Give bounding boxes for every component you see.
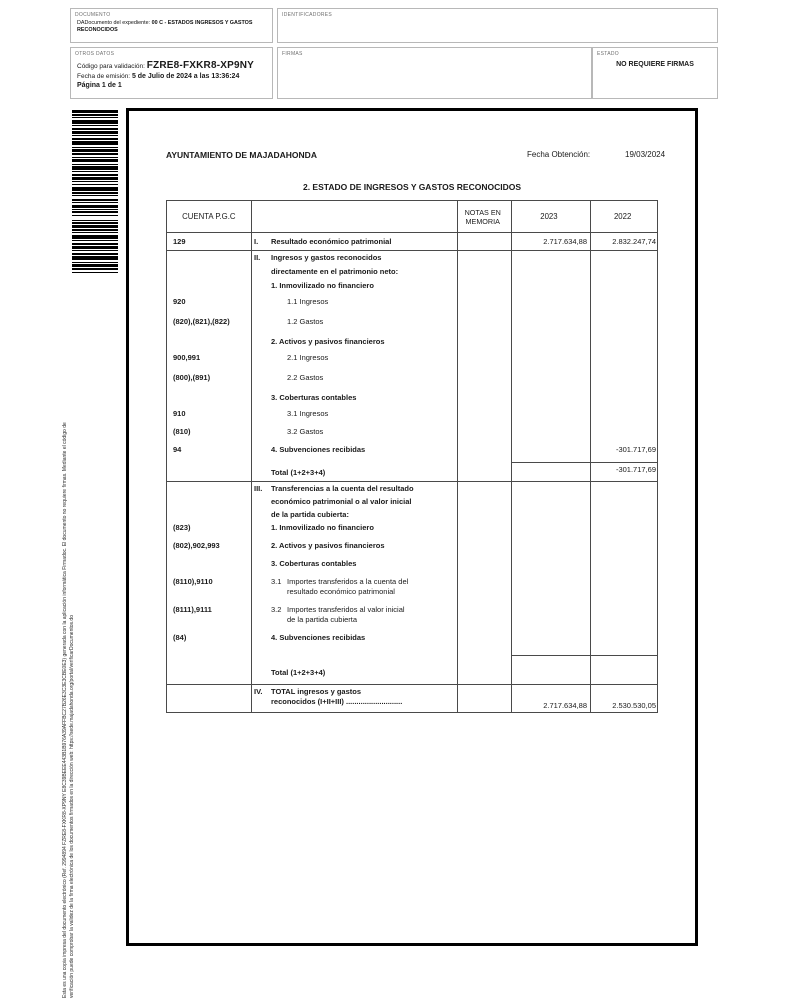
row-label: Resultado económico patrimonial: [271, 237, 392, 246]
value-2022: 2.530.530,05: [612, 701, 656, 710]
barcode: [72, 110, 118, 273]
estado-value: NO REQUIERE FIRMAS: [616, 61, 694, 68]
table-row: [167, 407, 657, 425]
row-code: (810): [173, 427, 191, 436]
row-label: 3.2 Gastos: [287, 427, 324, 436]
document-table: [166, 200, 658, 713]
header-2023: 2023: [540, 212, 558, 221]
table-row: [167, 495, 657, 508]
row-label: Importes transferidos al valor inicial: [287, 605, 405, 614]
documento-name: 00 C - ESTADOS INGRESOS Y GASTOS RECONOCIDOS: [77, 20, 253, 33]
row-code: 910: [173, 409, 186, 418]
value-2022: -301.717,69: [615, 445, 656, 454]
documento-label: DOCUMENTO: [75, 12, 111, 18]
estado-box: [592, 47, 718, 99]
emision-label: Fecha de emisión:: [77, 73, 131, 80]
row-label: TOTAL ingresos y gastos: [271, 687, 362, 696]
table-row: [167, 656, 657, 684]
otros-datos-box: [70, 47, 273, 99]
row-num: II.: [254, 253, 261, 262]
pagina: Página 1 de 1: [77, 82, 122, 89]
table-row: [167, 351, 657, 371]
row-code: (84): [173, 633, 187, 642]
fecha-obtencion-label: Fecha Obtención:: [527, 150, 591, 159]
documento-prefix: DADocumento del expediente:: [77, 20, 151, 26]
row-label: Total (1+2+3+4): [271, 468, 326, 477]
row-label: Importes transferidos a la cuenta del: [287, 577, 409, 586]
table-header-row: [167, 201, 657, 233]
section-ii: [167, 251, 657, 482]
table-row: [167, 521, 657, 539]
row-label-2: resultado económico patrimonial: [287, 587, 395, 596]
row-label-2: de la partida cubierta: [287, 615, 358, 624]
identificadores-box: [277, 8, 718, 43]
row-label: 3. Coberturas contables: [271, 559, 357, 568]
verification-line-2: verificación puede comprobar la validez de la firma electrónica de los documentos firmados en la dirección web: https://sede.majadahonda.org/portal/verificarDocumentos.do: [69, 615, 75, 998]
row-label: 2. Activos y pasivos financieros: [271, 337, 385, 346]
row-code: 94: [173, 445, 182, 454]
header-concepto: [251, 201, 456, 232]
value-2023: 2.717.634,88: [543, 237, 587, 246]
table-row: [167, 295, 657, 315]
row-label: 2. Activos y pasivos financieros: [271, 541, 385, 550]
row-label-2: reconocidos (I+II+III) ...........................: [271, 697, 403, 706]
estado-label: ESTADO: [597, 51, 619, 57]
header-notas: NOTAS EN MEMORIA: [464, 207, 501, 226]
table-row: [167, 603, 657, 631]
verification-side-text: [62, 298, 76, 998]
row-label: 1. Inmovilizado no financiero: [271, 523, 374, 532]
row-label: Transferencias a la cuenta del resultado: [271, 484, 414, 493]
table-row: [167, 575, 657, 603]
row-label: 3. Coberturas contables: [271, 393, 357, 402]
row-code: (802),902,993: [173, 541, 220, 550]
documento-box: [70, 8, 273, 43]
header-2022: 2022: [613, 212, 632, 221]
table-row: [167, 265, 657, 279]
row-code: 900,991: [173, 353, 201, 362]
identificadores-label: IDENTIFICADORES: [282, 12, 333, 18]
row-label: económico patrimonial o al valor inicial: [271, 497, 412, 506]
row-num: IV.: [254, 687, 263, 696]
row-code: 920: [173, 297, 186, 306]
codigo-label: Código para validación:: [77, 63, 145, 70]
row-code: 129: [173, 237, 186, 246]
codigo-value: FZRE8-FXKR8-XP9NY: [146, 60, 255, 71]
table-row: [167, 425, 657, 443]
firmas-box: [277, 47, 592, 99]
emision-value: 5 de Julio de 2024 a las 13:36:24: [131, 73, 240, 80]
header-cuenta: CUENTA P.G.C: [182, 212, 236, 221]
row-code: (8110),9110: [173, 577, 213, 586]
row-label: 1.1 Ingresos: [287, 297, 329, 306]
fecha-obtencion-value: 19/03/2024: [625, 150, 666, 159]
table-row: [167, 371, 657, 391]
section-iii: [167, 482, 657, 685]
table-row: [167, 335, 657, 351]
row-label: de la partida cubierta:: [271, 510, 349, 519]
row-label: Total (1+2+3+4): [271, 668, 326, 677]
table-row: [167, 631, 657, 656]
table-row: [167, 443, 657, 463]
documento-text: [71, 18, 272, 34]
table-row: [167, 279, 657, 295]
row-code: (823): [173, 523, 191, 532]
page-title: 2. ESTADO DE INGRESOS Y GASTOS RECONOCIDOS: [302, 182, 522, 192]
otros-datos-label: OTROS DATOS: [75, 51, 115, 57]
table-row: [167, 539, 657, 557]
table-row: [167, 508, 657, 521]
table-row-total: [167, 685, 657, 716]
value-2022: -301.717,69: [615, 465, 656, 474]
entity-name: AYUNTAMIENTO DE MAJADAHONDA: [166, 150, 317, 160]
row-num: III.: [254, 484, 263, 493]
table-row: [167, 251, 657, 265]
table-row: [167, 315, 657, 335]
table-row: [167, 463, 657, 481]
row-label: 1.2 Gastos: [287, 317, 324, 326]
document-page: [126, 108, 698, 946]
table-row: [167, 233, 657, 251]
row-label: 1. Inmovilizado no financiero: [271, 281, 374, 290]
table-row: [167, 482, 657, 495]
fecha-emision: [71, 71, 272, 80]
row-code: (820),(821),(822): [173, 317, 230, 326]
row-num: I.: [254, 237, 259, 246]
value-2022: 2.832.247,74: [612, 237, 656, 246]
value-2023: 2.717.634,88: [543, 701, 587, 710]
table-row: [167, 391, 657, 407]
verification-line-1: Esta es una copia impresa del documento electrónico (Ref. 2994894 FZRE8-FXKR8-XP9NY E8C39BEEE443B1B976A39AFFBC27B26E3C3E3CBE0E3) generada con la aplicación informática Firmadoc. El documento no requiere firmas. Mediante el código de: [62, 422, 68, 998]
row-subnum: 3.1: [271, 577, 282, 586]
firmas-label: FIRMAS: [282, 51, 303, 57]
row-code: (8111),9111: [173, 605, 212, 614]
row-label: 2.2 Gastos: [287, 373, 324, 382]
row-label: Ingresos y gastos reconocidos: [271, 253, 382, 262]
row-label: 3.1 Ingresos: [287, 409, 329, 418]
row-label: 2.1 Ingresos: [287, 353, 329, 362]
row-subnum: 3.2: [271, 605, 282, 614]
table-row: [167, 557, 657, 575]
row-code: (800),(891): [173, 373, 211, 382]
row-label: 4. Subvenciones recibidas: [271, 633, 366, 642]
row-label: directamente en el patrimonio neto:: [271, 267, 399, 276]
codigo-validacion: [71, 57, 272, 71]
row-label: 4. Subvenciones recibidas: [271, 445, 366, 454]
